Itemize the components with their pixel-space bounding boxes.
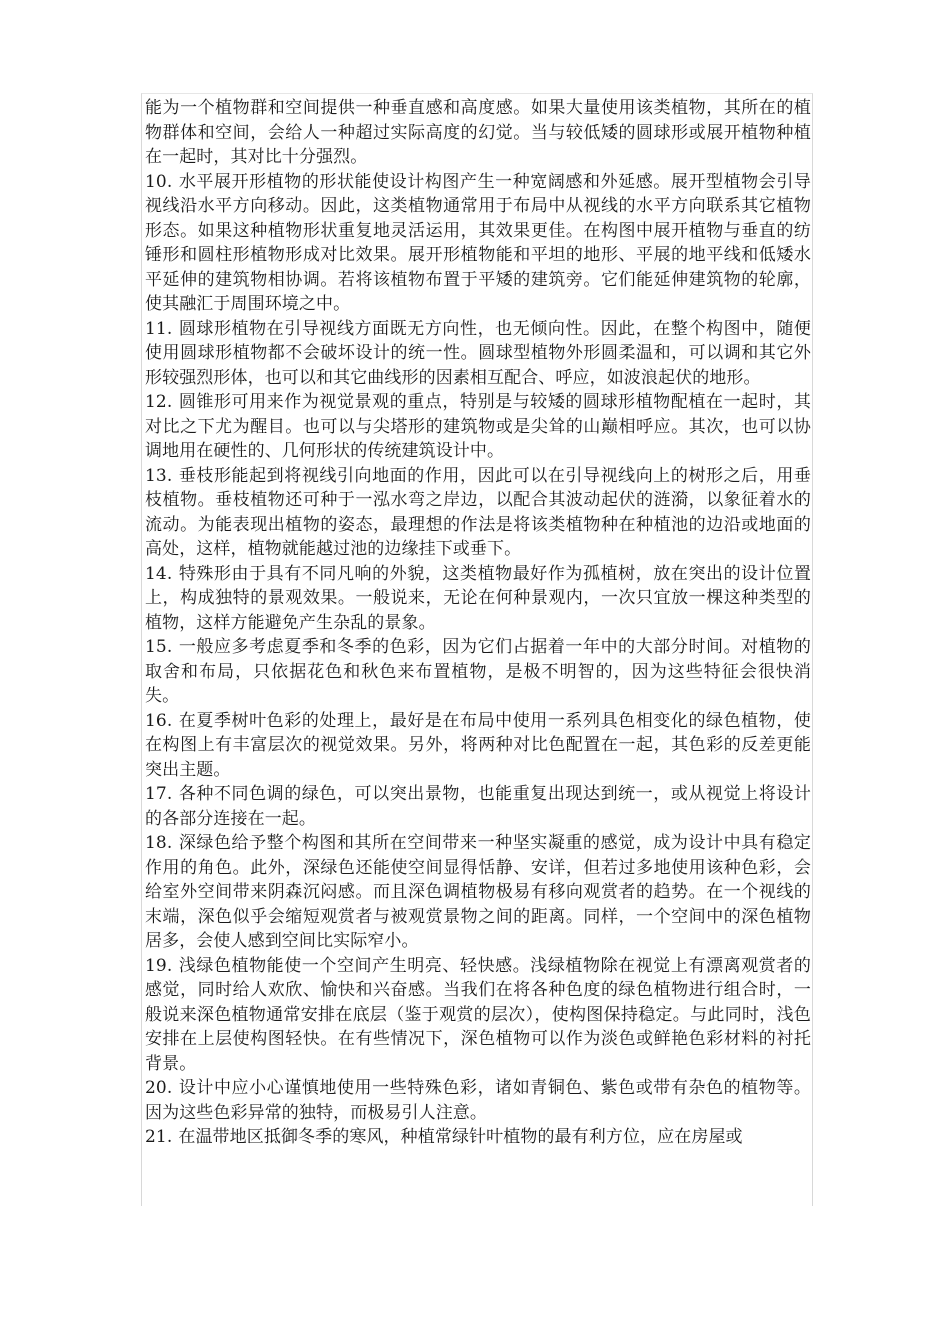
paragraph-13 [145,464,811,562]
paragraph-continued [145,96,811,170]
paragraph-number: 14. [145,563,173,584]
paragraph-16 [145,709,811,783]
paragraph-text: 浅绿色植物能使一个空间产生明亮、轻快感。浅绿植物除在视觉上有漂离观赏者的感觉，同时给人欢欣、愉快和兴奋感。当我们在将各种色度的绿色植物进行组合时，一般说来深色植物通常安排在底层（鉴于观赏的层次），使构图保持稳定。与此同时，浅色安排在上层使构图轻快。在有些情况下，深色植物可以作为淡色或鲜艳色彩材料的衬托背景。 [145,955,811,1074]
paragraph-17 [145,782,811,831]
paragraph-14 [145,562,811,636]
paragraph-number: 18. [145,833,173,853]
document-body [145,96,811,1150]
paragraph-text: 在温带地区抵御冬季的寒风，种植常绿针叶植物的最有利方位，应在房屋或 [178,1127,743,1147]
paragraph-12 [145,390,811,464]
paragraph-text: 能为一个植物群和空间提供一种垂直感和高度感。如果大量使用该类植物，其所在的植物群体和空间，会给人一种超过实际高度的幻觉。当与较低矮的圆球形或展开植物种植在一起时，其对比十分强烈。 [145,98,811,167]
paragraph-number: 10. [145,171,173,192]
paragraph-text: 圆球形植物在引导视线方面既无方向性，也无倾向性。因此，在整个构图中，随便使用圆球形植物都不会破坏设计的统一性。圆球型植物外形圆柔温和，可以调和其它外形较强烈形体，也可以和其它曲线形的因素相互配合、呼应，如波浪起伏的地形。 [145,318,811,388]
paragraph-number: 13. [145,465,173,486]
paragraph-text: 垂枝形能起到将视线引向地面的作用，因此可以在引导视线向上的树形之后，用垂枝植物。垂枝植物还可种于一泓水弯之岸边，以配合其波动起伏的涟漪，以象征着水的流动。为能表现出植物的姿态，最理想的作法是将该类植物种在种植池的边沿或地面的高处，这样，植物就能越过池的边缘挂下或垂下。 [145,465,811,559]
paragraph-text: 圆锥形可用来作为视觉景观的重点，特别是与较矮的圆球形植物配植在一起时，其对比之下尤为醒目。也可以与尖塔形的建筑物或是尖耸的山巅相呼应。其次，也可以协调地用在硬性的、几何形状的传统建筑设计中。 [145,392,811,461]
paragraph-21 [145,1125,811,1150]
paragraph-text: 水平展开形植物的形状能使设计构图产生一种宽阔感和外延感。展开型植物会引导视线沿水平方向移动。因此，这类植物通常用于布局中从视线的水平方向联系其它植物形态。如果这种植物形状重复地灵活运用，其效果更佳。在构图中展开植物与垂直的纺锤形和圆柱形植物形成对比效果。展开形植物能和平坦的地形、平展的地平线和低矮水平延伸的建筑物相协调。若将该植物布置于平矮的建筑旁。它们能延伸建筑物的轮廓，使其融汇于周围环境之中。 [145,171,811,314]
paragraph-number: 19. [145,955,173,976]
paragraph-number: 16. [145,710,173,731]
paragraph-number: 21. [145,1127,173,1147]
paragraph-15 [145,635,811,709]
paragraph-text: 深绿色给予整个构图和其所在空间带来一种坚实凝重的感觉，成为设计中具有稳定作用的角色。此外，深绿色还能使空间显得恬静、安详，但若过多地使用该种色彩，会给室外空间带来阴森沉闷感。而且深色调植物极易有移向观赏者的趋势。在一个视线的末端，深色似乎会缩短观赏者与被观赏景物之间的距离。同样，一个空间中的深色植物居多，会使人感到空间比实际窄小。 [145,833,811,951]
paragraph-number: 11. [145,318,173,339]
paragraph-text: 设计中应小心谨慎地使用一些特殊色彩，诸如青铜色、紫色或带有杂色的植物等。因为这些色彩异常的独特，而极易引人注意。 [145,1078,811,1123]
paragraph-number: 15. [145,637,173,657]
paragraph-text: 各种不同色调的绿色，可以突出景物，也能重复出现达到统一，或从视觉上将设计的各部分连接在一起。 [145,784,811,829]
paragraph-text: 在夏季树叶色彩的处理上，最好是在布局中使用一系列具色相变化的绿色植物，使在构图上有丰富层次的视觉效果。另外，将两种对比色配置在一起，其色彩的反差更能突出主题。 [145,710,811,780]
paragraph-text: 特殊形由于具有不同凡响的外貌，这类植物最好作为孤植树，放在突出的设计位置上，构成独特的景观效果。一般说来，无论在何种景观内，一次只宜放一棵这种类型的植物，这样方能避免产生杂乱的景象。 [145,563,811,633]
paragraph-18 [145,831,811,954]
paragraph-20 [145,1076,811,1125]
paragraph-10 [145,170,811,317]
paragraph-text: 一般应多考虑夏季和冬季的色彩，因为它们占据着一年中的大部分时间。对植物的取舍和布局，只依据花色和秋色来布置植物，是极不明智的，因为这些特征会很快消失。 [145,637,811,706]
paragraph-11 [145,317,811,391]
paragraph-19 [145,954,811,1077]
paragraph-number: 17. [145,784,173,804]
paragraph-number: 20. [145,1078,173,1098]
paragraph-number: 12. [145,392,173,412]
